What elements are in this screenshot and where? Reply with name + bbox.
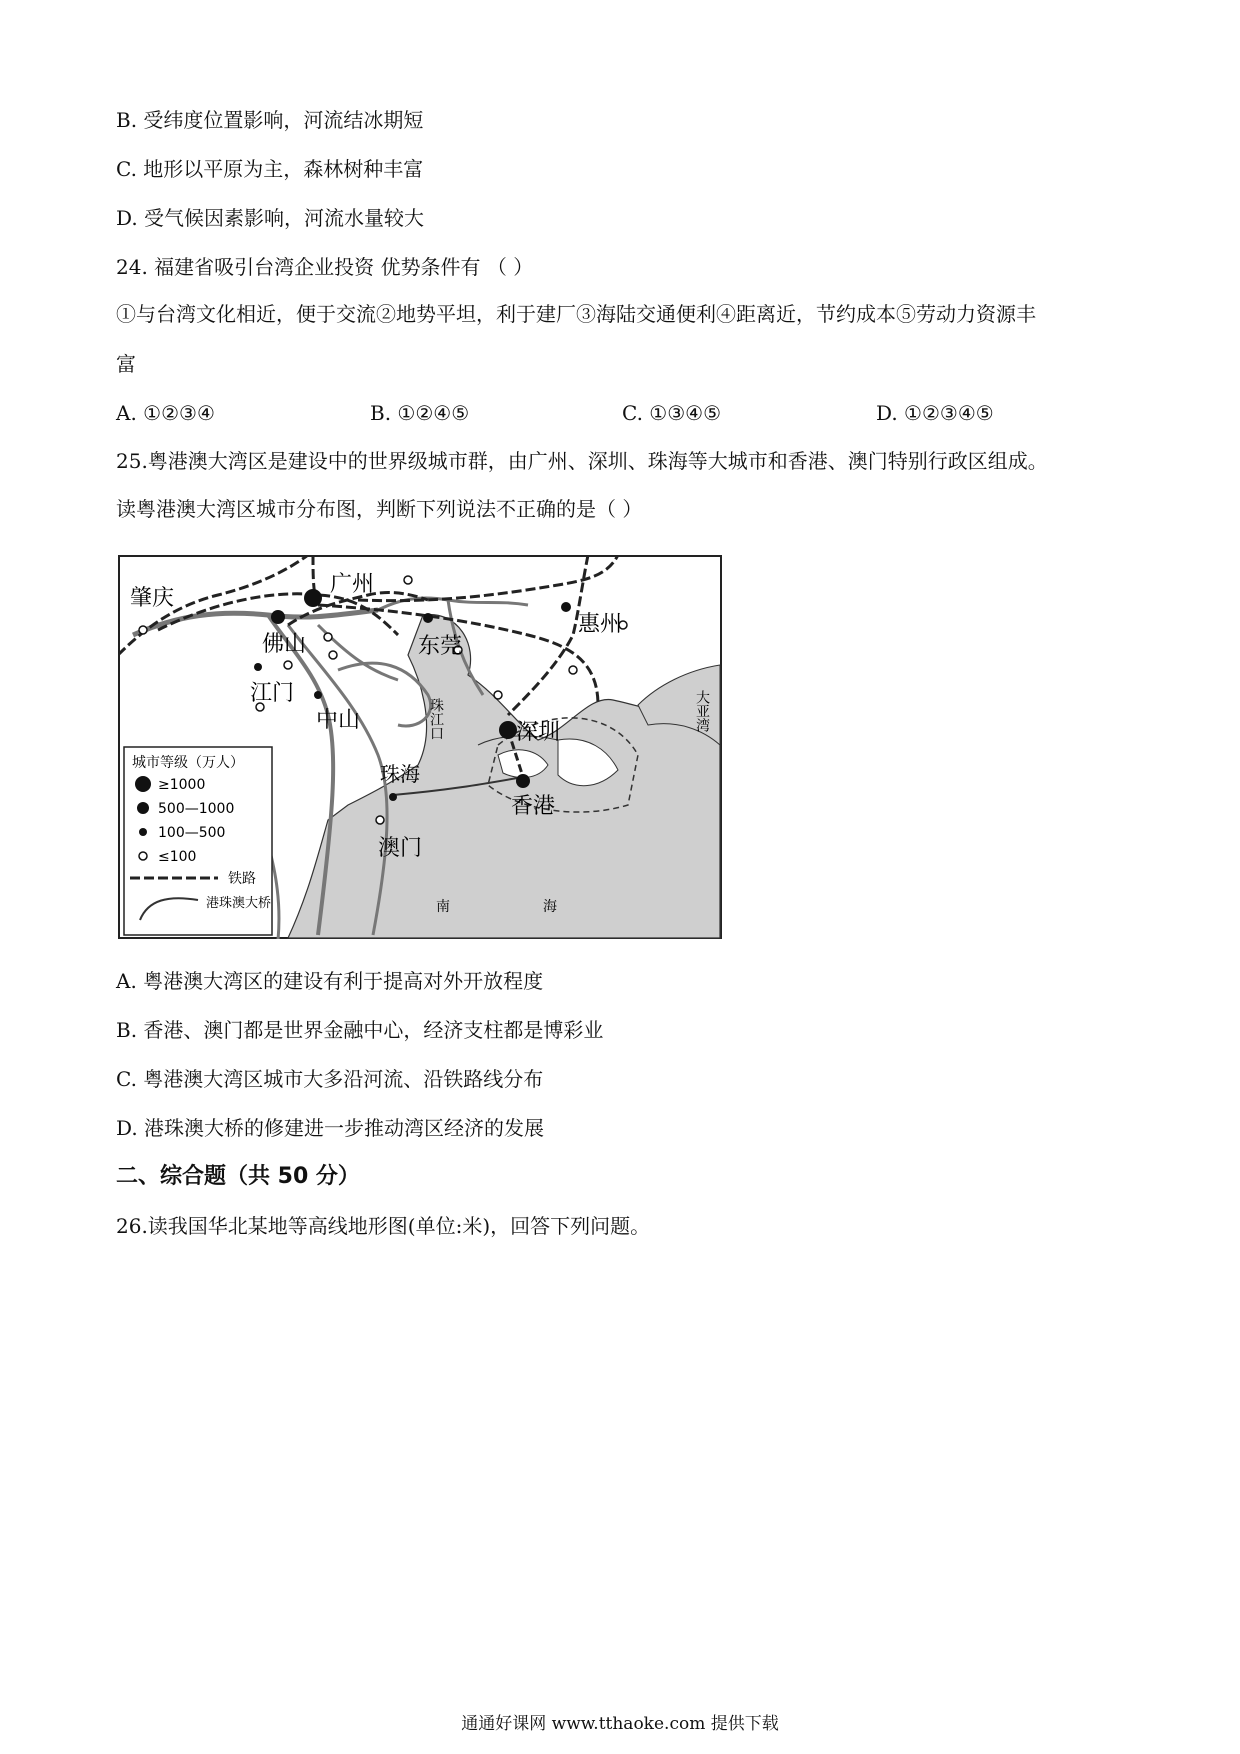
legend-bridge-label: 港珠澳大桥 <box>206 896 272 911</box>
legend-tier1-dot <box>135 776 151 792</box>
legend-railway-label: 铁路 <box>228 871 256 887</box>
town-dot <box>404 576 412 584</box>
q24-option-b: B. ①②④⑤ <box>370 401 470 425</box>
label-daya-bay: 大亚湾 <box>694 690 710 732</box>
greater-bay-area-map <box>118 555 722 939</box>
macau-dot <box>376 816 384 824</box>
label-guangzhou: 广州 <box>330 572 375 597</box>
jiangmen-dot <box>254 663 262 671</box>
label-foshan: 佛山 <box>262 632 307 657</box>
label-hongkong: 香港 <box>511 794 556 819</box>
hongkong-dot <box>516 774 530 788</box>
q25-option-b: B. 香港、澳门都是世界金融中心，经济支柱都是博彩业 <box>116 1018 604 1042</box>
q24-option-d: D. ①②③④⑤ <box>876 401 994 425</box>
huizhou-dot <box>561 602 571 612</box>
q26-stem: 26.读我国华北某地等高线地形图(单位:米)，回答下列问题。 <box>116 1214 651 1238</box>
label-zhuhai: 珠海 <box>380 762 420 786</box>
q24-stem: 24. 福建省吸引台湾企业投资 优势条件有 （ ） <box>116 255 534 279</box>
label-jiangmen: 江门 <box>250 681 295 706</box>
q25-stem-line2: 读粤港澳大湾区城市分布图，判断下列说法不正确的是（ ） <box>116 497 643 521</box>
section-2-title: 二、综合题（共 50 分） <box>116 1164 360 1189</box>
town-dot <box>494 691 502 699</box>
q24-conditions-line1: ①与台湾文化相近，便于交流②地势平坦，利于建厂③海陆交通便利④距离近，节约成本⑤劳动力资源丰 <box>116 302 1036 326</box>
q24-conditions-line2: 富 <box>116 352 136 376</box>
legend-tier1-label: ≥1000 <box>158 777 206 793</box>
q25-option-d: D. 港珠澳大桥的修建进一步推动湾区经济的发展 <box>116 1116 545 1140</box>
q25-stem-line1: 25.粤港澳大湾区是建设中的世界级城市群，由广州、深圳、珠海等大城市和香港、澳门特别行政区组成。 <box>116 449 1048 473</box>
legend-title: 城市等级（万人） <box>132 755 244 771</box>
q24-option-a: A. ①②③④ <box>116 401 215 425</box>
q23-option-b: B. 受纬度位置影响，河流结冰期短 <box>116 108 424 132</box>
legend-tier4-label: ≤100 <box>158 849 197 865</box>
label-south-sea-2: 海 <box>543 899 557 915</box>
q23-option-d: D. 受气候因素影响，河流水量较大 <box>116 206 425 230</box>
label-zhongshan: 中山 <box>316 708 361 733</box>
zhongshan-dot <box>314 691 322 699</box>
town-dot <box>329 651 337 659</box>
foshan-dot <box>271 610 285 624</box>
zhuhai-dot <box>389 793 397 801</box>
label-huizhou: 惠州 <box>578 612 623 637</box>
legend-tier4-dot <box>139 852 147 860</box>
label-pearl-estuary: 珠江口 <box>428 698 444 740</box>
label-south-sea-1: 南 <box>436 899 450 915</box>
shenzhen-dot <box>499 721 517 739</box>
legend-tier3-dot <box>139 828 147 836</box>
town-dot <box>284 661 292 669</box>
label-dongguan: 东莞 <box>418 634 463 659</box>
label-zhaoqing: 肇庆 <box>130 586 175 611</box>
zhaoqing-dot <box>139 626 147 634</box>
town-dot <box>324 633 332 641</box>
q24-option-c: C. ①③④⑤ <box>622 401 722 425</box>
label-macau: 澳门 <box>378 836 423 861</box>
q23-option-c: C. 地形以平原为主，森林树种丰富 <box>116 157 424 181</box>
label-shenzhen: 深圳 <box>516 720 561 745</box>
dongguan-dot <box>423 613 433 623</box>
page-footer: 通通好课网 www.tthaoke.com 提供下载 <box>461 1714 779 1734</box>
legend-tier2-dot <box>137 802 149 814</box>
legend-tier3-label: 100—500 <box>158 825 226 841</box>
guangzhou-dot <box>304 589 322 607</box>
town-dot <box>569 666 577 674</box>
legend-tier2-label: 500—1000 <box>158 801 235 817</box>
q25-option-c: C. 粤港澳大湾区城市大多沿河流、沿铁路线分布 <box>116 1067 544 1091</box>
q25-option-a: A. 粤港澳大湾区的建设有利于提高对外开放程度 <box>116 969 544 993</box>
